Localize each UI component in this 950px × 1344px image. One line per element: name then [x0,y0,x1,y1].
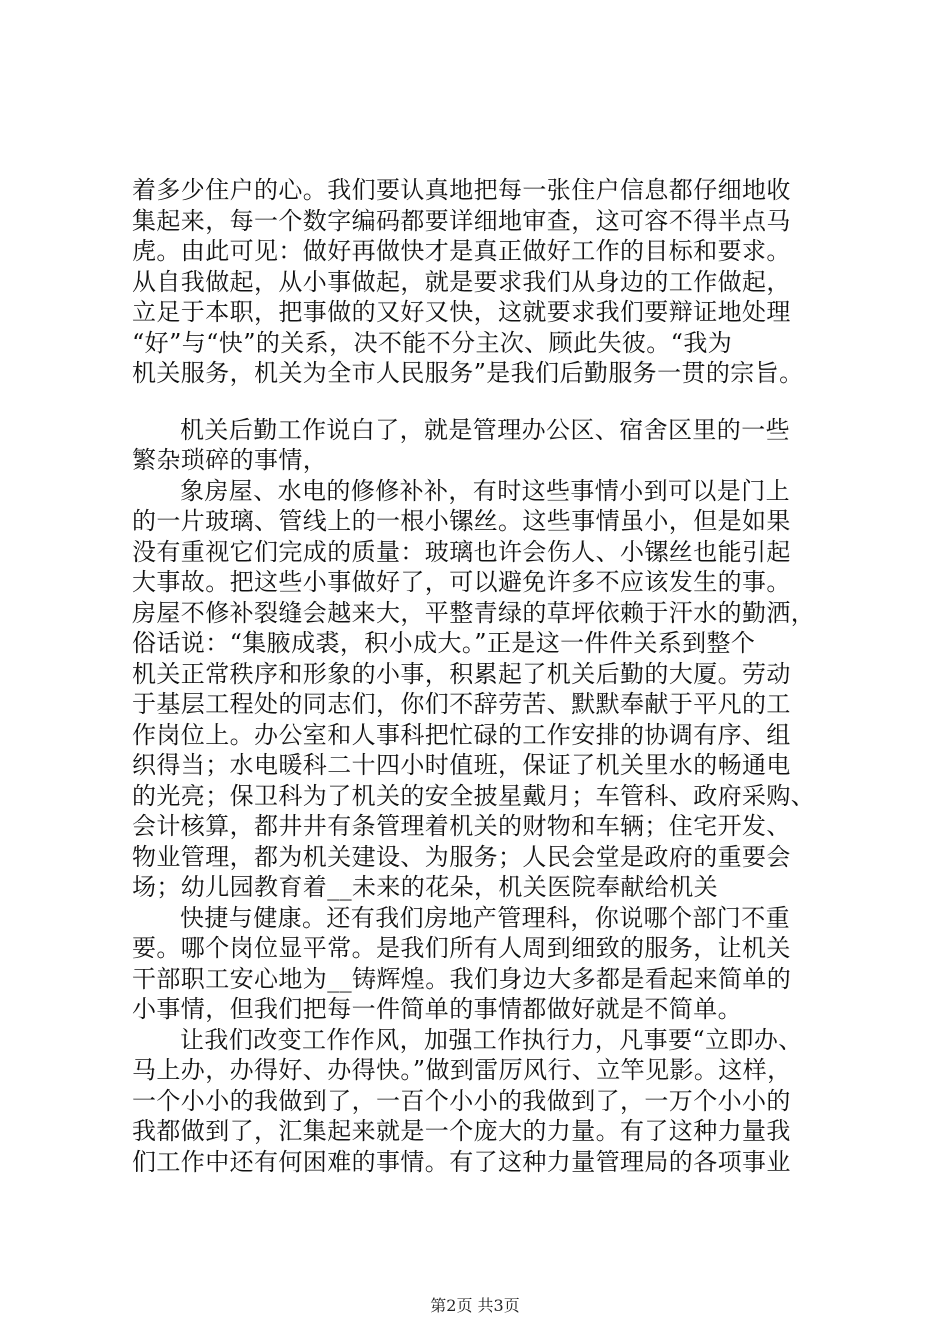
text-line: 象房屋、水电的修修补补，有时这些事情小到可以是门上 [180,476,790,505]
text-line: 着多少住户的心。我们要认真地把每一张住户信息都仔细地收 [132,176,791,204]
page-footer: 第2页 共3页 [430,1296,520,1315]
text-line: 一个小小的我做到了，一百个小小的我做到了，一万个小小的 [132,1086,791,1115]
document-body [132,175,832,1177]
text-line: 大事故。把这些小事做好了，可以避免许多不应该发生的事。 [132,568,791,596]
text-line: 物业管理，都为机关建设、为服务；人民会堂是政府的重要会 [132,842,791,871]
paragraph [132,175,832,389]
text-line: 们工作中还有何困难的事情。有了这种力量管理局的各项事业 [132,1147,791,1176]
text-line: 集起来，每一个数字编码都要详细地审查，这可容不得半点马 [132,206,791,235]
paragraph [132,1025,832,1178]
text-line: 立足于本职，把事做的又好又快，这就要求我们要辩证地处理 [132,298,791,326]
text-line: 俗话说：“集腋成裘，积小成大。”正是这一件件关系到整个 [132,629,756,657]
text-line: 没有重视它们完成的质量：玻璃也许会伤人、小镙丝也能引起 [132,537,791,566]
text-line: 的一片玻璃、管线上的一根小镙丝。这些事情虽小，但是如果 [132,507,791,535]
text-line: 从自我做起，从小事做起，就是要求我们从身边的工作做起， [132,267,791,296]
text-line: 于基层工程处的同志们，你们不辞劳苦、默默奉献于平凡的工 [132,690,791,718]
text-line: 场；幼儿园教育着__未来的花朵，机关医院奉献给机关 [132,873,718,901]
paragraph [132,476,832,903]
text-line: 干部职工安心地为__铸辉煌。我们身边大多都是看起来简单的 [132,964,792,993]
text-line: 织得当；水电暖科二十四小时值班，保证了机关里水的畅通电 [132,751,791,779]
text-line: 机关正常秩序和形象的小事，积累起了机关后勤的大厦。劳动 [132,659,791,688]
paragraph-gap [132,389,832,415]
text-line: 作岗位上。办公室和人事科把忙碌的工作安排的协调有序、组 [132,720,791,749]
text-line: 机关后勤工作说白了，就是管理办公区、宿舍区里的一些 [180,415,790,444]
text-line: 虎。由此可见：做好再做快才是真正做好工作的目标和要求。 [132,237,791,265]
text-line: 会计核算，都井井有条管理着机关的财物和车辆；住宅开发、 [132,812,791,840]
text-line: 要。哪个岗位显平常。是我们所有人周到细致的服务，让机关 [132,934,791,962]
text-line: 房屋不修补裂缝会越来大，平整青绿的草坪依赖于汗水的勤洒， [132,598,816,627]
text-line: 的光亮；保卫科为了机关的安全披星戴月；车管科、政府采购、 [132,781,816,810]
text-line: 快捷与健康。还有我们房地产管理科，你说哪个部门不重 [180,903,790,932]
text-line: 机关服务，机关为全市人民服务”是我们后勤服务一贯的宗旨。 [132,359,804,387]
text-line: 让我们改变工作作风，加强工作执行力，凡事要“立即办、 [180,1025,803,1054]
text-line: 马上办，办得好、办得快。”做到雷厉风行、立竿见影。这样， [132,1056,792,1084]
text-line: 繁杂琐碎的事情， [132,446,328,474]
text-line: “好”与“快”的关系，决不能不分主次、顾此失彼。“我为 [132,328,733,357]
paragraph [132,415,832,476]
text-line: 我都做到了，汇集起来就是一个庞大的力量。有了这种力量我 [132,1117,791,1145]
paragraph [132,903,832,1025]
text-line: 小事情，但我们把每一件简单的事情都做好就是不简单。 [132,995,742,1023]
